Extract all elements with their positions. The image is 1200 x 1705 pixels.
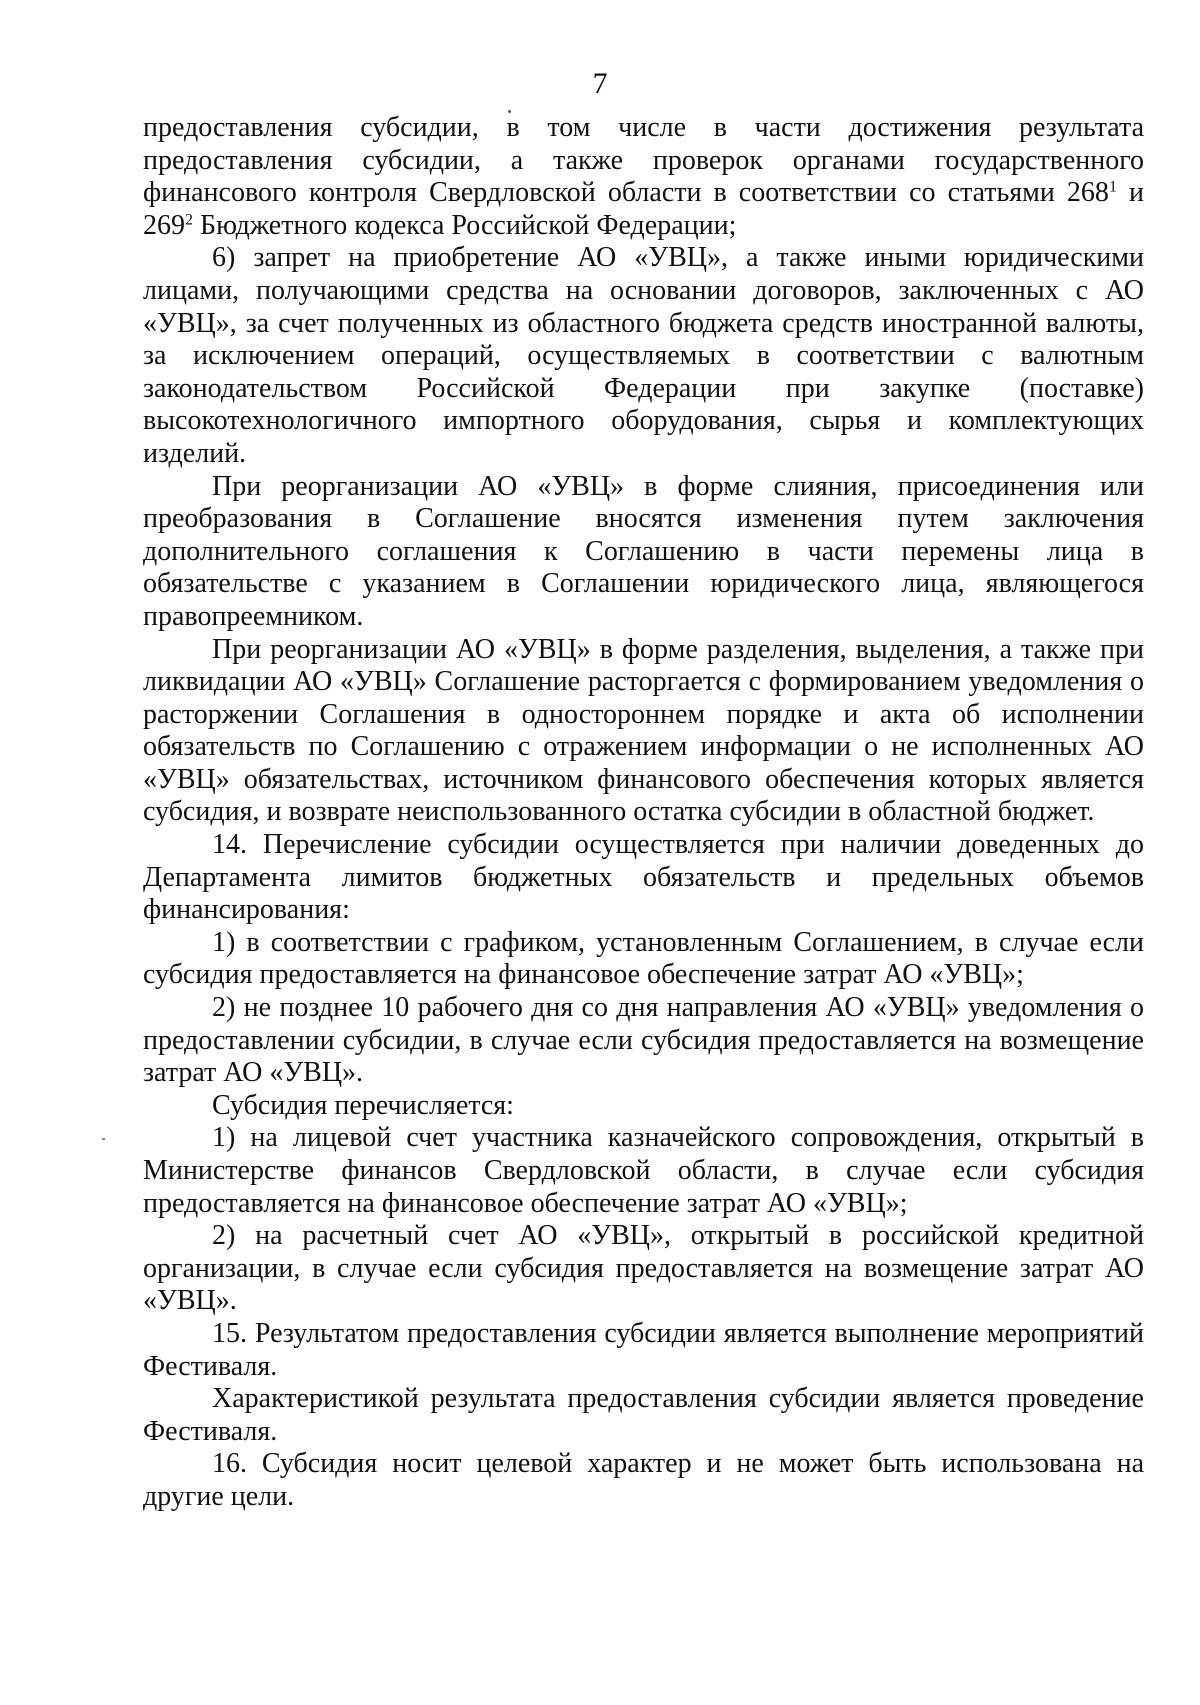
paragraph-item-6: 6) запрет на приобретение АО «УВЦ», а также иными юридическими лицами, получающими средства на основании договоров, заключенных с АО «УВЦ», за счет полученных из областного бюджета средств иностранной валюты, за исключением операций, осуществляемых в соответствии с валютным законодательством Российской Федерации при закупке (поставке) высокотехнологичного импортного оборудования, сырья и комплектующих изделий. [143, 242, 1144, 469]
paragraph-transfer-item-2: 2) на расчетный счет АО «УВЦ», открытый в российской кредитной организации, в случае если субсидия предоставляется на возмещение затрат АО «УВЦ». [143, 1220, 1144, 1317]
paragraph-text: Бюджетного кодекса Российской Федерации; [193, 209, 737, 241]
paragraph-reorganization-merger: При реорганизации АО «УВЦ» в форме слияния, присоединения или преобразования в Соглашение вносятся изменения путем заключения дополнительного соглашения к Соглашению в части перемены лица в обязательстве с указанием в Соглашении юридического лица, являющегося правопреемником. [143, 470, 1144, 632]
paragraph-clause-14-item-1: 1) в соответствии с графиком, установленным Соглашением, в случае если субсидия предоставляется на финансовое обеспечение затрат АО «УВЦ»; [143, 926, 1144, 991]
paragraph-transfer-item-1: 1) на лицевой счет участника казначейского сопровождения, открытый в Министерстве финансов Свердловской области, в случае если субсидия предоставляется на финансовое обеспечение затрат АО «УВЦ»; [143, 1122, 1144, 1219]
page-number: 7 [592, 67, 608, 100]
document-body [143, 112, 1144, 1514]
paragraph-clause-14-item-2: 2) не позднее 10 рабочего дня со дня направления АО «УВЦ» уведомления о предоставлении субсидии, в случае если субсидия предоставляется на возмещение затрат АО «УВЦ». [143, 992, 1144, 1089]
paragraph-continuation [143, 112, 1144, 242]
paragraph-transfer-intro: Субсидия перечисляется: [212, 1089, 514, 1121]
paragraph-result-characteristic: Характеристикой результата предоставления субсидии является проведение Фестиваля. [143, 1383, 1144, 1447]
superscript: 2 [185, 211, 193, 229]
paragraph-text: предоставления субсидии, в том числе в части достижения результата предоставления субсидии, а также проверок органами государственного финансового контроля Свердловской области в соответствии со статьями 268 [143, 112, 1144, 209]
paragraph-clause-16: 16. Субсидия носит целевой характер и не может быть использована на другие цели. [143, 1448, 1144, 1512]
paragraph-clause-14: 14. Перечисление субсидии осуществляется при наличии доведенных до Департамента лимитов бюджетных обязательств и предельных объемов финансирования: [143, 829, 1144, 926]
paragraph-reorganization-division: При реорганизации АО «УВЦ» в форме разделения, выделения, а также при ликвидации АО «УВЦ» Соглашение расторгается с формированием уведомления о расторжении Соглашения в одностороннем порядке и акта об исполнении обязательств по Соглашению с отражением информации о не исполненных АО «УВЦ» обязательствах, источником финансового обеспечения которых является субсидия, и возврате неиспользованного остатка субсидии в областной бюджет. [143, 633, 1144, 828]
scan-mark [102, 1138, 105, 1140]
superscript: 1 [1108, 178, 1117, 196]
paragraph-clause-15: 15. Результатом предоставления субсидии является выполнение мероприятий Фестиваля. [143, 1317, 1144, 1382]
paragraph-text: и 269 [143, 177, 1144, 241]
